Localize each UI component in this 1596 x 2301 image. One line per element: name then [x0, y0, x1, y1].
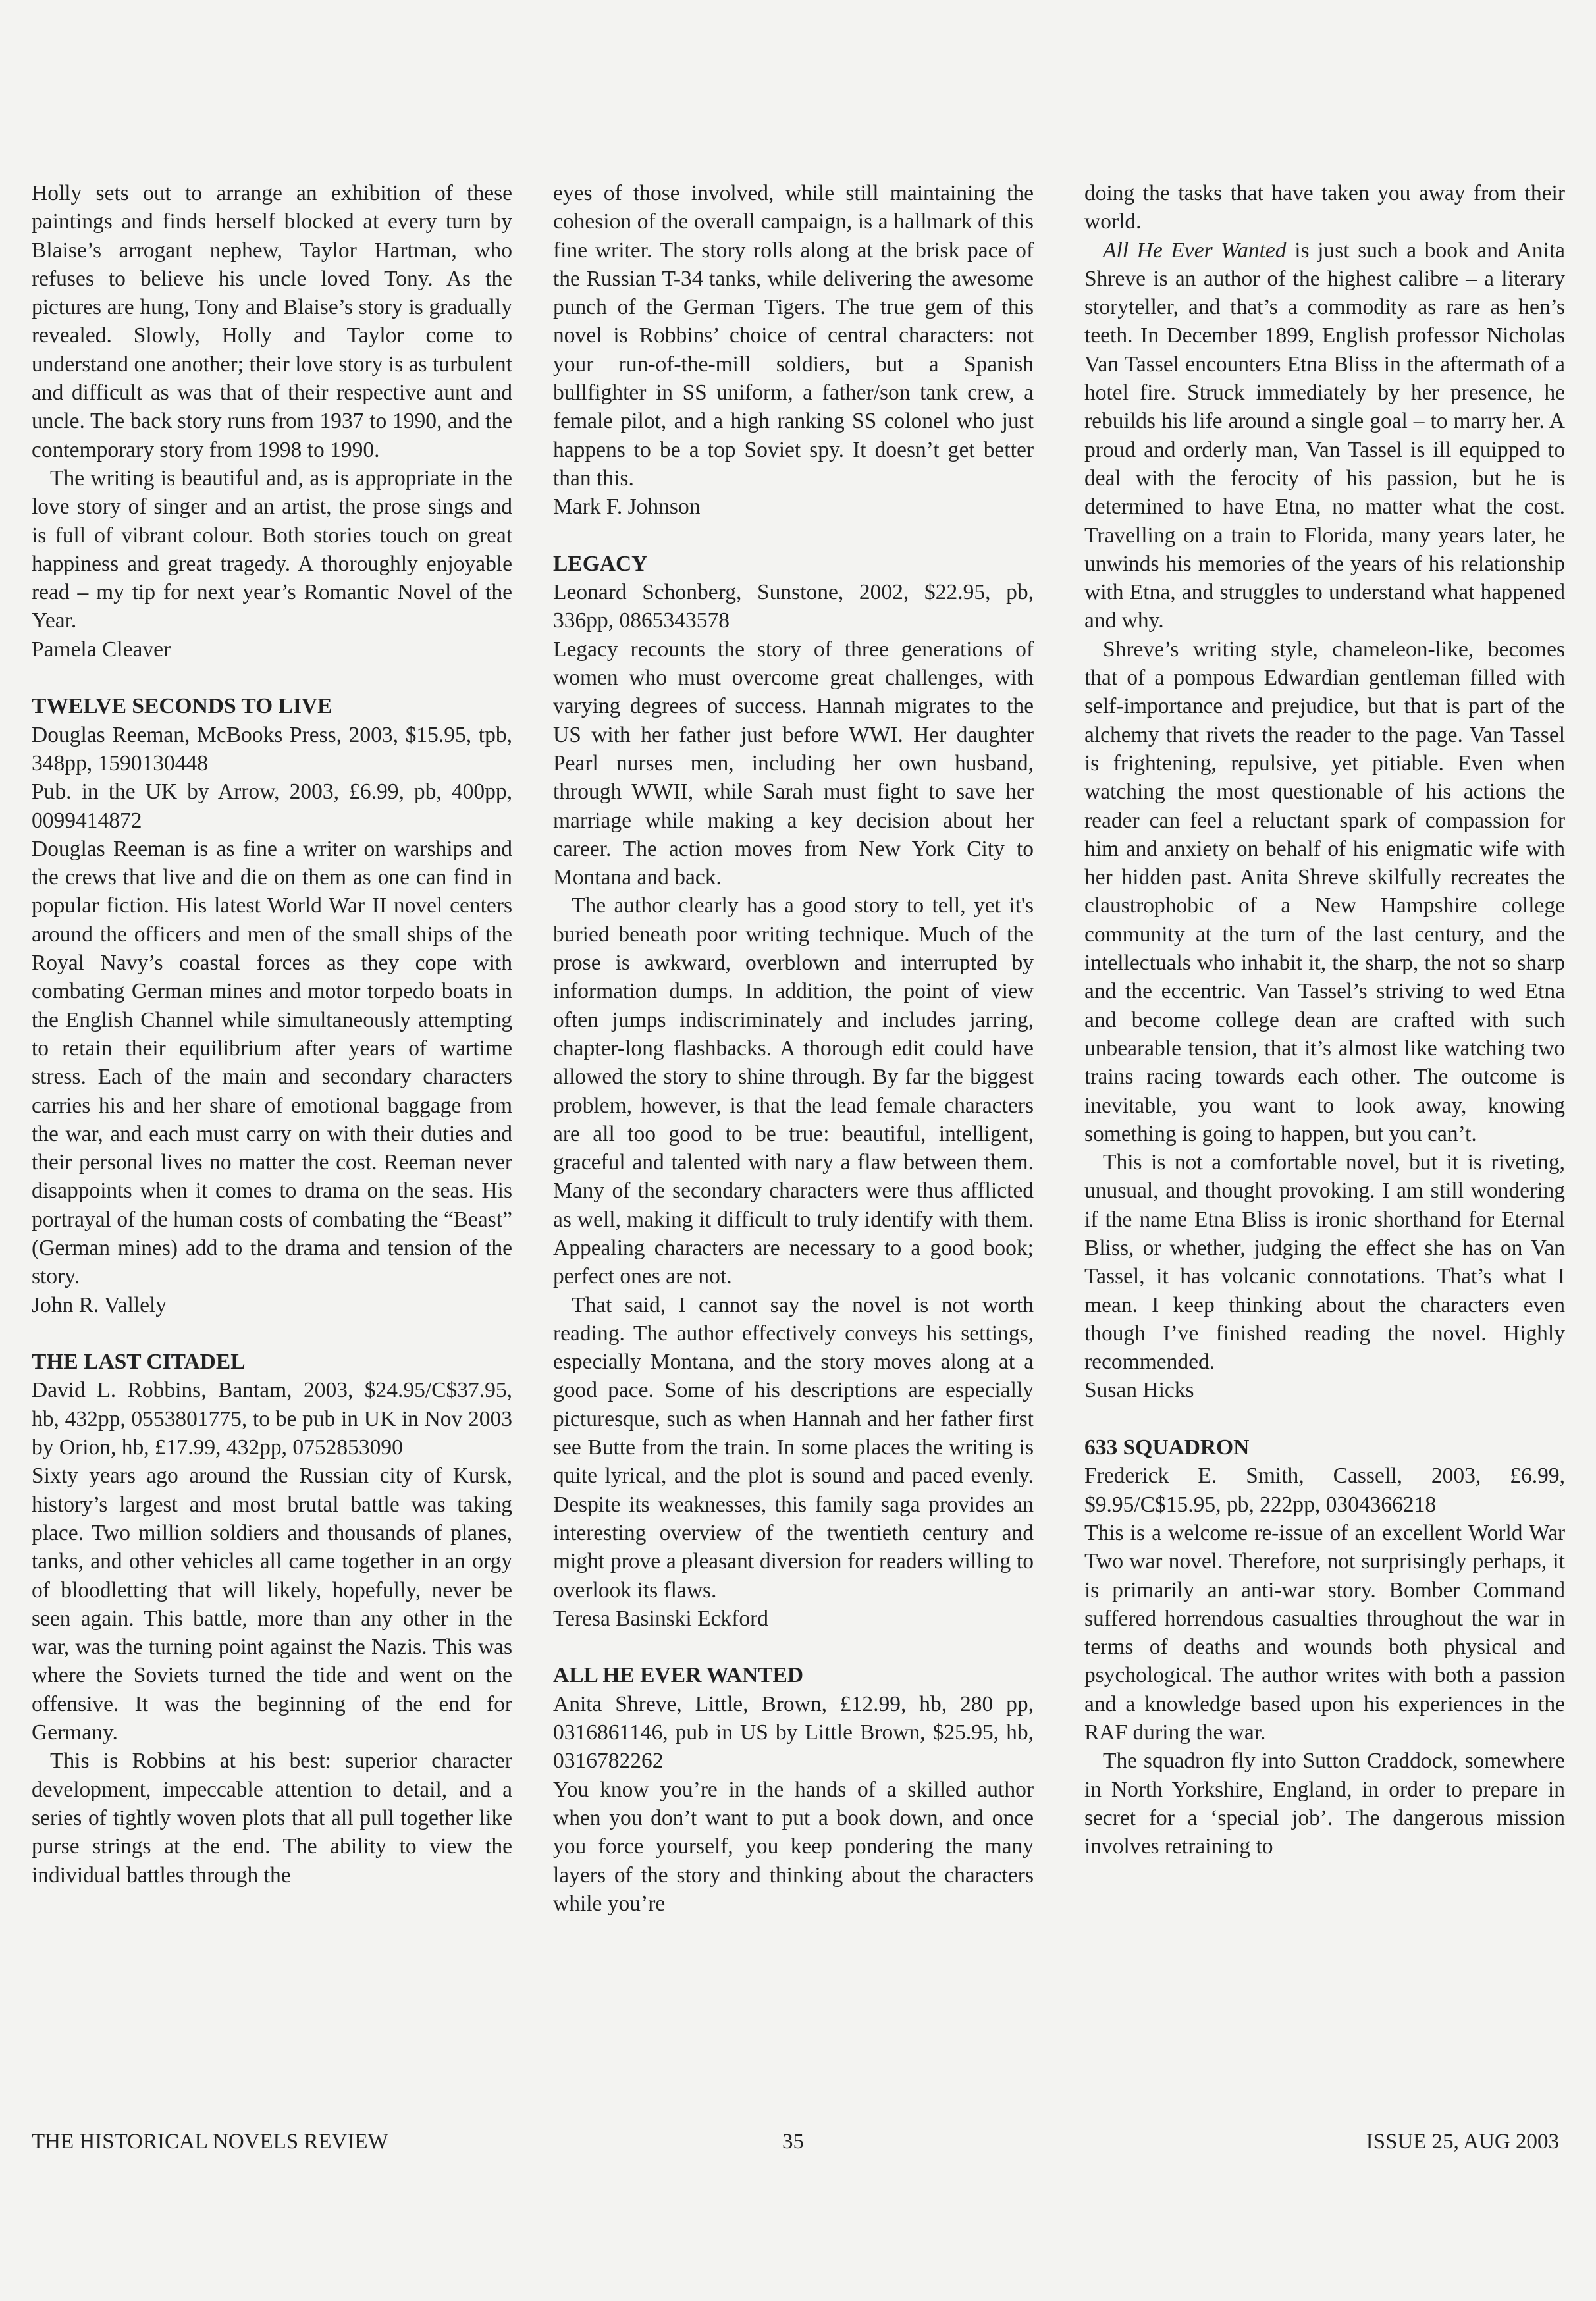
- review-title: 633 SQUADRON: [1084, 1435, 1250, 1460]
- paragraph-text: is just such a book and Anita Shreve is an author of the highest calibre – a literary storyteller, and that’s a commodity as rare as hen’s teeth. In December 1899, English professor Nicholas Van Tassel encounters Etna Bliss in the aftermath of a hotel fire. Struck immediately by her presence, he rebuilds his life around a single goal – to marry her. A proud and orderly man, Van Tassel is ill equipped to deal with the ferocity of his passion, but he is determined to have Etna, no matter what the cost. Travelling on a train to Florida, many years later, he unwinds his memories of the years of his relationship with Etna, and struggles to understand what happened and why.: [1084, 238, 1566, 633]
- paragraph: The writing is beautiful and, as is appropriate in the love story of singer and an artist, the prose sings and is full of vibrant colour. Both stories touch on great happiness and great tragedy. A thoroughly enjoyable read – my tip for next year’s Romantic Novel of the Year.: [32, 465, 512, 633]
- section-gap: [1084, 1405, 1565, 1433]
- paragraph: The author clearly has a good story to tell, yet it's buried beneath poor writing technique. Much of the prose is awkward, overblown and interrupted by information dumps. In addition, the point of view often jumps indiscriminately and includes jarring, chapter-long flashbacks. A thorough edit could have allowed the story to shine through. By far the biggest problem, however, is that the lead female characters are all too good to be true: beautiful, intelligent, graceful and talented with nary a flaw between them. Many of the secondary characters were thus afflicted as well, making it difficult to truly identify with them. Appealing characters are necessary to a good book; perfect ones are not.: [553, 893, 1034, 1289]
- review-title: ALL HE EVER WANTED: [553, 1663, 804, 1688]
- section-gap: [553, 1633, 1034, 1661]
- book-title-italic: All He Ever Wanted: [1103, 238, 1287, 263]
- paragraph: Holly sets out to arrange an exhibition of these paintings and finds herself blocked at every turn by Blaise’s arrogant nephew, Taylor Hartman, who refuses to believe his uncle loved Tony. As the pictures are hung, Tony and Blaise’s story is gradually revealed. Slowly, Holly and Taylor come to understand one another; their love story is as turbulent and difficult as was that of their respective aunt and uncle. The back story runs from 1937 to 1990, and the contemporary story from 1998 to 1990.: [32, 181, 512, 462]
- paragraph: The squadron fly into Sutton Craddock, somewhere in North Yorkshire, England, in order to prepare in secret for a ‘special job’. The dangerous mission involves retraining to: [1084, 1749, 1565, 1859]
- paragraph: You know you’re in the hands of a skilled author when you don’t want to put a book down, and once you force yourself, you keep pondering the many layers of the story and thinking about the characters while you’re: [553, 1777, 1034, 1916]
- paragraph: [1084, 236, 1565, 635]
- reviewer-name: Teresa Basinski Eckford: [553, 1606, 768, 1631]
- section-gap: [32, 1319, 512, 1348]
- paragraph: Pub. in the UK by Arrow, 2003, £6.99, pb, 400pp, 0099414872: [32, 780, 512, 833]
- paragraph: doing the tasks that have taken you away from their world.: [1084, 181, 1565, 234]
- reviewer-name: John R. Vallely: [32, 1292, 167, 1317]
- paragraph: Anita Shreve, Little, Brown, £12.99, hb, 280 pp, 0316861146, pub in US by Little Brown, $25.95, hb, 0316782262: [553, 1691, 1034, 1774]
- column-3: [1084, 179, 1565, 1861]
- footer-publication: THE HISTORICAL NOVELS REVIEW: [32, 2130, 388, 2154]
- paragraph: Shreve’s writing style, chameleon-like, becomes that of a pompous Edwardian gentleman filled with self-importance and prejudice, but that is part of the alchemy that rivets the reader to the page. Van Tassel is frightening, repulsive, yet pitiable. Even when watching the most questionable of his actions the reader can feel a reluctant spark of compassion for him and anxiety on behalf of his enigmatic wife with her hidden past. Anita Shreve skilfully recreates the claustrophobic of a New Hampshire college community at the turn of the last century, and the intellectuals who inhabit it, the sharp, the not so sharp and the eccentric. Van Tassel’s striving to wed Etna and become college dean are crafted with such unbearable tension, that it’s almost like watching two trains racing towards each other. The outcome is inevitable, you want to look away, knowing something is going to happen, but you can’t.: [1084, 637, 1565, 1146]
- reviewer-name: Susan Hicks: [1084, 1378, 1194, 1403]
- review-title: TWELVE SECONDS TO LIVE: [32, 694, 332, 719]
- reviewer-name: Pamela Cleaver: [32, 637, 171, 662]
- paragraph: That said, I cannot say the novel is not worth reading. The author effectively conveys his settings, especially Montana, and the story moves along at a good pace. Some of his descriptions are especially picturesque, such as when Hannah and her father first see Butte from the train. In some places the writing is quite lyrical, and the plot is sound and paced evenly. Despite its weaknesses, this family saga provides an interesting overview of the twentieth century and might prove a pleasant diversion for readers willing to overlook its flaws.: [553, 1292, 1034, 1602]
- paragraph: Frederick E. Smith, Cassell, 2003, £6.99, $9.95/C$15.95, pb, 222pp, 0304366218: [1084, 1464, 1565, 1517]
- column-2: [553, 179, 1034, 1918]
- section-gap: [32, 664, 512, 692]
- paragraph: Sixty years ago around the Russian city of Kursk, history’s largest and most brutal battle was taking place. Two million soldiers and thousands of planes, tanks, and other vehicles all came together in an orgy of bloodletting that will likely, hopefully, never be seen again. This battle, more than any other in the war, was the turning point against the Nazis. This was where the Soviets turned the tide and went on the offensive. It was the beginning of the end for Germany.: [32, 1464, 512, 1745]
- paragraph: Douglas Reeman is as fine a writer on warships and the crews that live and die on them as one can find in popular fiction. His latest World War II novel centers around the officers and men of the small ships of the Royal Navy’s coastal forces as they cope with combating German mines and motor torpedo boats in the English Channel while simultaneously attempting to retain their equilibrium after years of wartime stress. Each of the main and secondary characters carries his and her share of emotional baggage from the war, and each must carry on with their duties and their personal lives no matter the cost. Reeman never disappoints when it comes to drama on the seas. His portrayal of the human costs of combating the “Beast” (German mines) add to the drama and tension of the story.: [32, 836, 512, 1289]
- paragraph: eyes of those involved, while still maintaining the cohesion of the overall campaign, is a hallmark of this fine writer. The story rolls along at the brisk pace of the Russian T-34 tanks, while delivering the awesome punch of the German Tigers. The true gem of this novel is Robbins’ choice of central characters: not your run-of-the-mill soldiers, but a Spanish bullfighter in SS uniform, a father/son tank crew, a female pilot, and a high ranking SS colonel who just happens to be a top Soviet spy. It doesn’t get better than this.: [553, 181, 1034, 490]
- paragraph: David L. Robbins, Bantam, 2003, $24.95/C$37.95, hb, 432pp, 0553801775, to be pub in UK in Nov 2003 by Orion, hb, £17.99, 432pp, 0752853090: [32, 1378, 512, 1460]
- review-title: THE LAST CITADEL: [32, 1350, 246, 1375]
- footer-issue: ISSUE 25, AUG 2003: [1366, 2130, 1559, 2154]
- paragraph: This is Robbins at his best: superior character development, impeccable attention to detail, and a series of tightly woven plots that all pull together like purse strings at the end. The ability to view the individual battles through the: [32, 1749, 512, 1888]
- section-gap: [553, 521, 1034, 550]
- paragraph: Legacy recounts the story of three generations of women who must overcome great challenges, with varying degrees of success. Hannah migrates to the US with her father just before WWI. Her daughter Pearl nurses men, including her own husband, through WWII, while Sarah must fight to save her marriage while making a key decision about her career. The action moves from New York City to Montana and back.: [553, 637, 1034, 890]
- paragraph: This is not a comfortable novel, but it is riveting, unusual, and thought provoking. I am still wondering if the name Etna Bliss is ironic shorthand for Eternal Bliss, or whether, judging the effect she has on Van Tassel, it has volcanic connotations. That’s what I mean. I keep thinking about the characters even though I’ve finished reading the novel. Highly recommended.: [1084, 1150, 1565, 1375]
- paragraph: Leonard Schonberg, Sunstone, 2002, $22.95, pb, 336pp, 0865343578: [553, 580, 1034, 633]
- review-title: LEGACY: [553, 551, 648, 576]
- footer-page-number: 35: [782, 2130, 804, 2154]
- paragraph: Douglas Reeman, McBooks Press, 2003, $15.95, tpb, 348pp, 1590130448: [32, 722, 512, 776]
- reviewer-name: Mark F. Johnson: [553, 494, 701, 519]
- paragraph: This is a welcome re-issue of an excellent World War Two war novel. Therefore, not surprisingly perhaps, it is primarily an anti-war story. Bomber Command suffered horrendous casualties throughout the war in terms of deaths and wounds both physical and psychological. The author writes with both a passion and a knowledge based upon his experiences in the RAF during the war.: [1084, 1520, 1565, 1745]
- column-1: [32, 179, 512, 1890]
